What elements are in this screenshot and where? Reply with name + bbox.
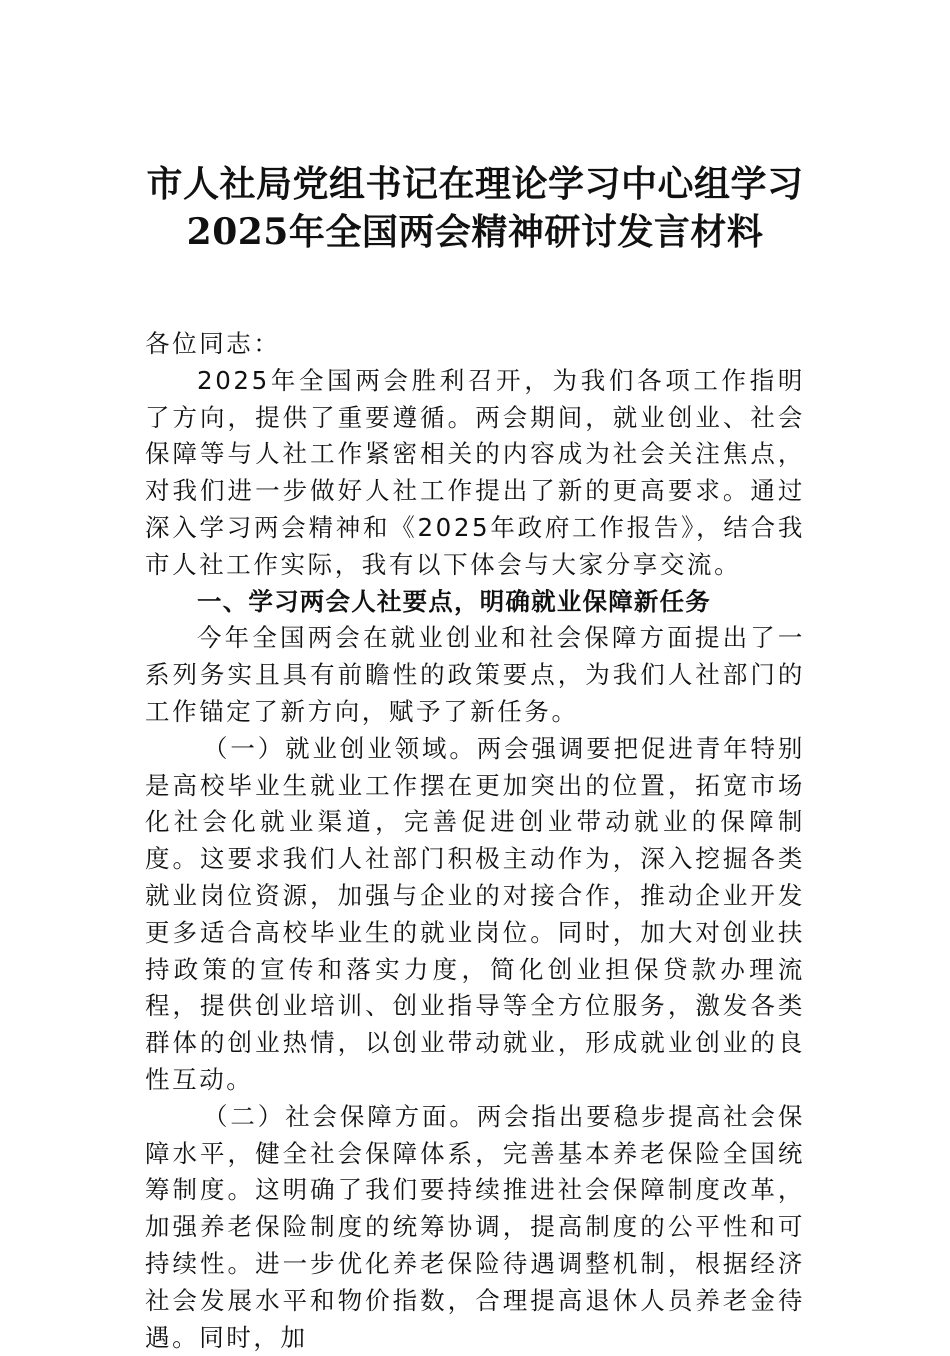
subsection-2-paragraph [145,1099,805,1356]
subsection-1-lead: （一）就业创业领域。 [203,733,477,763]
subsection-1-text: 两会强调要把促进青年特别是高校毕业生就业工作摆在更加突出的位置，拓宽市场化社会化就业渠道，完善促进创业带动就业的保障制度。这要求我们人社部门积极主动作为，深入挖掘各类就业岗位资源，加强与企业的对接合作，推动企业开发更多适合高校毕业生的就业岗位。同时，加大对创业扶持政策的宣传和落实力度，简化创业担保贷款办理流程，提供创业培训、创业指导等全方位服务，激发各类群体的创业热情，以创业带动就业，形成就业创业的良性互动。 [145,733,806,1094]
document-title-line-2: 2025年全国两会精神研讨发言材料 [186,211,764,253]
section-1-intro-paragraph: 今年全国两会在就业创业和社会保障方面提出了一系列务实且具有前瞻性的政策要点，为我们人社部门的工作锚定了新方向，赋予了新任务。 [145,623,805,726]
subsection-2-text: 两会指出要稳步提高社会保障水平，健全社会保障体系，完善基本养老保险全国统筹制度。这明确了我们要持续推进社会保障制度改革，加强养老保险制度的统筹协调，提高制度的公平性和可持续性。进一步优化养老保险待遇调整机制，根据经济社会发展水平和物价指数，合理提高退休人员养老金待遇。同时，加 [145,1101,806,1352]
intro-paragraph: 2025年全国两会胜利召开，为我们各项工作指明了方向，提供了重要遵循。两会期间，就业创业、社会保障等与人社工作紧密相关的内容成为社会关注焦点，对我们进一步做好人社工作提出了新的更高要求。通过深入学习两会精神和《2025年政府工作报告》，结合我市人社工作实际，我有以下体会与大家分享交流。 [145,365,805,579]
section-1-heading: 一、学习两会人社要点，明确就业保障新任务 [197,586,711,616]
subsection-2-lead: （二）社会保障方面。 [203,1101,477,1131]
subsection-1-paragraph [145,731,805,1099]
salutation: 各位同志： [145,329,281,358]
document-title-line-1: 市人社局党组书记在理论学习中心组学习 [146,163,804,205]
document-body [145,326,805,1356]
